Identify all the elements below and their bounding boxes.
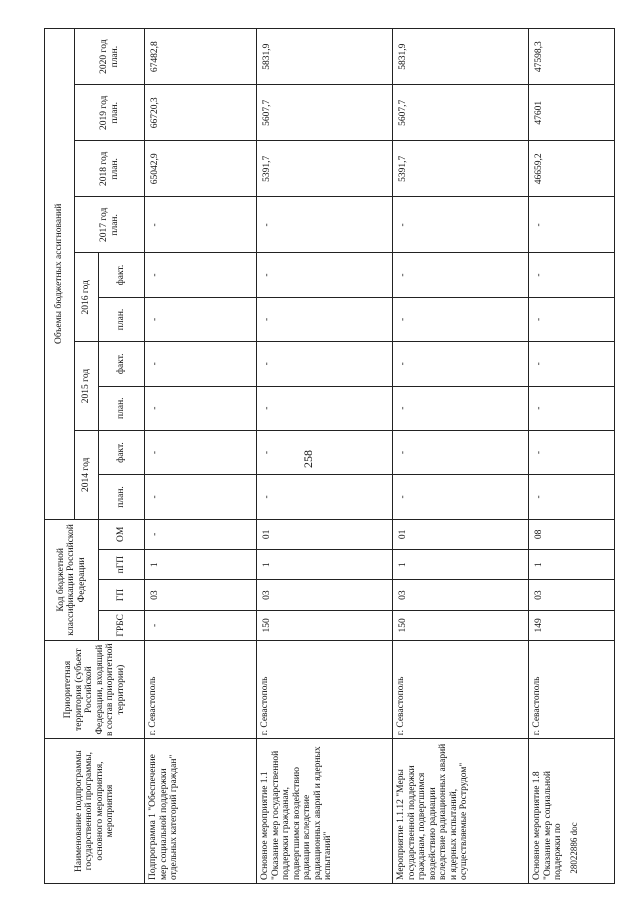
header-gp: ГП (99, 580, 145, 610)
header-plan-2015: план. (99, 386, 145, 430)
cell-2018: 65042,9 (145, 141, 257, 197)
row-territory: г. Севастополь (393, 641, 529, 739)
cell-fact-2014: - (145, 430, 257, 474)
cell-gp: 03 (393, 580, 529, 610)
cell-plan-2014: - (529, 475, 615, 519)
cell-fact-2016: - (145, 253, 257, 297)
header-fact-2016: факт. (99, 253, 145, 297)
row-name: Мероприятие 1.1.12 "Меры государственной поддержки гражданам, подвергшимся воздействию радиации вследствие радиационных аварий и ядерных испытаний, осуществляемые Рострудом" (393, 739, 529, 884)
header-om: ОМ (99, 519, 145, 549)
cell-plan-2015: - (145, 386, 257, 430)
table-row (393, 29, 529, 884)
row-name: Подпрограмма 1 "Обеспечение мер социальной поддержки отдельных категорий граждан" (145, 739, 257, 884)
cell-pgp: 1 (145, 550, 257, 580)
cell-2017: - (393, 197, 529, 253)
cell-fact-2015: - (529, 342, 615, 386)
cell-2017: - (145, 197, 257, 253)
cell-2019: 5607,7 (393, 85, 529, 141)
cell-pgp: 1 (393, 550, 529, 580)
cell-pgp: 1 (257, 550, 393, 580)
rotated-table-container (44, 28, 576, 884)
header-grbs: ГРБС (99, 610, 145, 640)
cell-grbs: - (145, 610, 257, 640)
header-plan-2014: план. (99, 475, 145, 519)
cell-2020: 67482,8 (145, 29, 257, 85)
cell-fact-2014: - (393, 430, 529, 474)
cell-fact-2016: - (529, 253, 615, 297)
header-2019: 2019 год план. (75, 85, 145, 141)
cell-fact-2015: - (145, 342, 257, 386)
table-row (529, 29, 615, 884)
cell-gp: 03 (145, 580, 257, 610)
cell-2019: 5607,7 (257, 85, 393, 141)
cell-gp: 03 (529, 580, 615, 610)
header-budget-volume: Объемы бюджетных ассигнований (45, 29, 75, 520)
cell-2020: 5831,9 (393, 29, 529, 85)
cell-plan-2015: - (529, 386, 615, 430)
header-territory: Приоритетная территория (субъект Российской Федерации, входящий в состав приоритетной территории) (45, 641, 145, 739)
cell-plan-2015: - (393, 386, 529, 430)
cell-fact-2015: - (257, 342, 393, 386)
cell-om: 01 (393, 519, 529, 549)
cell-fact-2015: - (393, 342, 529, 386)
cell-plan-2014: - (393, 475, 529, 519)
header-fact-2014: факт. (99, 430, 145, 474)
cell-plan-2016: - (145, 297, 257, 341)
cell-plan-2016: - (393, 297, 529, 341)
cell-grbs: 149 (529, 610, 615, 640)
header-2016: 2016 год (75, 253, 99, 342)
cell-pgp: 1 (529, 550, 615, 580)
table-row (257, 29, 393, 884)
cell-2017: - (529, 197, 615, 253)
cell-plan-2016: - (529, 297, 615, 341)
header-name: Наименование подпрограммы государственной программы, основного мероприятия, мероприятия (45, 739, 145, 884)
header-pgp: пГП (99, 550, 145, 580)
cell-fact-2016: - (257, 253, 393, 297)
cell-fact-2014: - (257, 430, 393, 474)
cell-2018: 5391,7 (393, 141, 529, 197)
cell-2019: 66720,3 (145, 85, 257, 141)
header-2020: 2020 год план. (75, 29, 145, 85)
cell-fact-2014: - (529, 430, 615, 474)
cell-om: 08 (529, 519, 615, 549)
cell-2019: 47601 (529, 85, 615, 141)
cell-gp: 03 (257, 580, 393, 610)
cell-2020: 47598,3 (529, 29, 615, 85)
header-2018: 2018 год план. (75, 141, 145, 197)
cell-2018: 46659,2 (529, 141, 615, 197)
row-territory: г. Севастополь (145, 641, 257, 739)
budget-allocation-table (44, 28, 615, 884)
row-name: Основное мероприятие 1.8 "Оказание мер социальной поддержки по (529, 739, 615, 884)
header-2014: 2014 год (75, 430, 99, 519)
cell-2020: 5831,9 (257, 29, 393, 85)
table-row (145, 29, 257, 884)
cell-om: - (145, 519, 257, 549)
row-name: Основное мероприятие 1.1 "Оказание мер государственной поддержки гражданам, подвергшимся воздействию радиации вследствие радиационных аварий и ядерных испытаний" (257, 739, 393, 884)
page-number: 258 (301, 450, 315, 468)
cell-fact-2016: - (393, 253, 529, 297)
row-territory: г. Севастополь (257, 641, 393, 739)
header-plan-2016: план. (99, 297, 145, 341)
cell-plan-2015: - (257, 386, 393, 430)
cell-2018: 5391,7 (257, 141, 393, 197)
row-territory: г. Севастополь (529, 641, 615, 739)
cell-plan-2014: - (145, 475, 257, 519)
cell-plan-2014: - (257, 475, 393, 519)
header-2015: 2015 год (75, 342, 99, 431)
document-code: 28022886 doc (569, 822, 579, 874)
header-budget-code: Код бюджетной классификации Российской Федерации (45, 519, 99, 640)
cell-plan-2016: - (257, 297, 393, 341)
cell-2017: - (257, 197, 393, 253)
header-2017: 2017 год план. (75, 197, 145, 253)
cell-grbs: 150 (393, 610, 529, 640)
cell-om: 01 (257, 519, 393, 549)
header-fact-2015: факт. (99, 342, 145, 386)
cell-grbs: 150 (257, 610, 393, 640)
